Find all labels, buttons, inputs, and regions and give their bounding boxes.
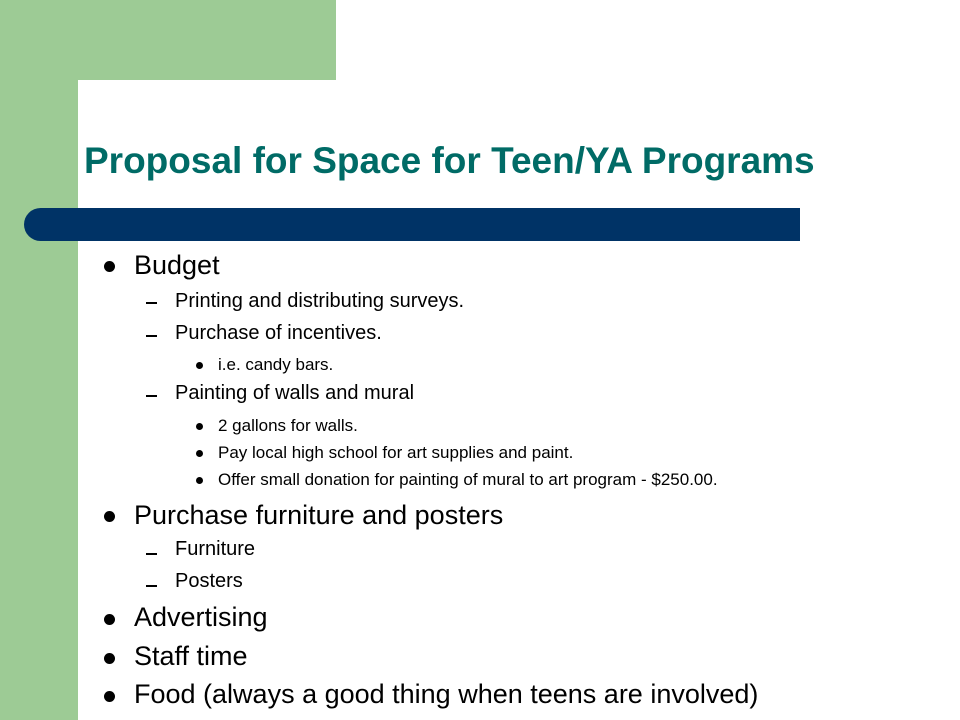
bullet-dot: [196, 477, 203, 484]
sub-sub-bullet-item: Pay local high school for art supplies and paint.: [218, 443, 574, 462]
sub-sub-bullet-item: i.e. candy bars.: [218, 355, 334, 374]
sub-sub-bullet-item: Offer small donation for painting of mural to art program - $250.00.: [218, 470, 718, 489]
bullet-dot: [104, 691, 115, 702]
sub-bullet-item: Painting of walls and mural: [175, 382, 415, 404]
bullet-dot: [104, 653, 115, 664]
bullet-dash: [146, 553, 157, 555]
bullet-dot: [196, 362, 203, 369]
sub-bullet-item: Purchase of incentives.: [175, 322, 382, 344]
bullet-dot: [196, 450, 203, 457]
bullet-item: Purchase furniture and posters: [134, 500, 504, 530]
sub-bullet-item: Posters: [175, 570, 243, 592]
bullet-dot: [104, 511, 115, 522]
bullet-item: Budget: [134, 250, 220, 280]
bullet-dot: [104, 614, 115, 625]
bullet-dash: [146, 395, 157, 397]
sub-bullet-item: Furniture: [175, 538, 256, 560]
bullet-dash: [146, 585, 157, 587]
bullet-item: Food (always a good thing when teens are involved): [134, 679, 759, 709]
bullet-item: Advertising: [134, 602, 268, 632]
bullet-dash: [146, 335, 157, 337]
bullet-dot: [196, 423, 203, 430]
slide-title: Proposal for Space for Teen/YA Programs: [84, 140, 815, 181]
sub-bullet-item: Printing and distributing surveys.: [175, 290, 465, 312]
bullet-item: Staff time: [134, 641, 248, 671]
bullet-dot: [104, 261, 115, 272]
sub-sub-bullet-item: 2 gallons for walls.: [218, 416, 358, 435]
bullet-dash: [146, 302, 157, 304]
